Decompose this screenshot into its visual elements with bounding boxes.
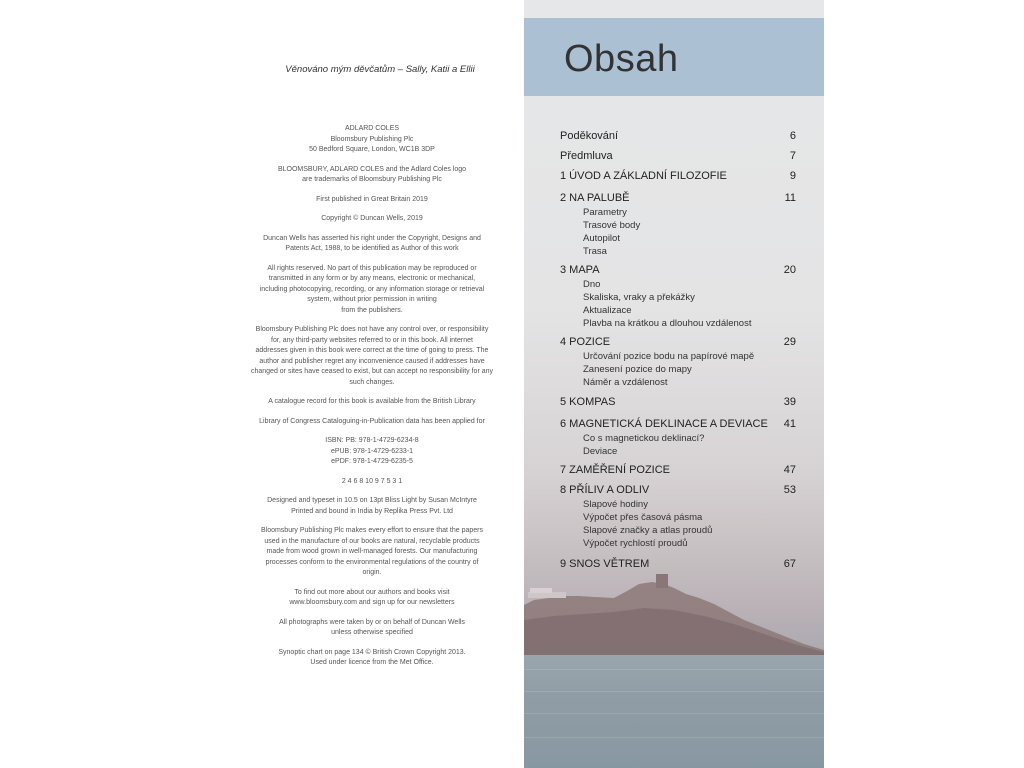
copyright-line: First published in Great Britain 2019 (316, 195, 428, 203)
toc-entry[interactable] (560, 170, 796, 182)
toc-entry-title: 2 NA PALUBĚ (560, 192, 630, 204)
toc-entry[interactable] (560, 484, 796, 496)
toc-subentry[interactable]: Slapové hodiny (583, 499, 648, 510)
copyright-line: for, any third-party websites referred to or in this book. All internet (271, 336, 473, 344)
copyright-line: system, without prior permission in writing (307, 296, 437, 303)
toc-entry[interactable] (560, 264, 796, 276)
toc-subentry[interactable]: Skaliska, vraky a překážky (583, 292, 695, 303)
sea-photo (524, 655, 824, 768)
copyright-line: All rights reserved. No part of this publication may be reproduced or (267, 264, 477, 272)
toc-entry[interactable] (560, 150, 796, 162)
toc-entry-page: 6 (789, 130, 796, 142)
copyright-line: Bloomsbury Publishing Plc does not have any control over, or responsibility (255, 326, 489, 333)
toc-subentry[interactable]: Plavba na krátkou a dlouhou vzdálenost (583, 318, 752, 329)
copyright-line: Bloomsbury Publishing Plc (330, 135, 414, 143)
copyright-line: Library of Congress Cataloguing-in-Publication data has been applied for (259, 417, 485, 425)
toc-subentry[interactable]: Co s magnetickou deklinací? (583, 433, 705, 444)
toc-subentry[interactable]: Zanesení pozice do mapy (583, 364, 692, 375)
toc-subentry[interactable]: Autopilot (583, 233, 620, 244)
copyright-line: author and publisher regret any inconvenience caused if addresses have (259, 357, 485, 365)
copyright-line: unless otherwise specified (331, 629, 413, 636)
right-page (524, 0, 824, 768)
copyright-line: ISBN: PB: 978-1-4729-6234-8 (325, 437, 419, 444)
toc-entry-title: 3 MAPA (560, 264, 600, 276)
toc-entry-page: 67 (783, 558, 796, 570)
copyright-line: A catalogue record for this book is available from the British Library (268, 398, 476, 405)
toc-entry-title: 7 ZAMĚŘENÍ POZICE (560, 464, 671, 476)
copyright-line: 2 4 6 8 10 9 7 5 3 1 (341, 477, 403, 485)
toc-entry[interactable] (560, 336, 796, 348)
toc-subentry[interactable]: Náměr a vzdálenost (583, 377, 668, 388)
copyright-line: Designed and typeset in 10.5 on 13pt Bliss Light by Susan McIntyre (267, 497, 477, 504)
toc-subentry[interactable]: Deviace (583, 446, 618, 457)
toc-subentry[interactable]: Dno (583, 279, 601, 290)
toc-entry[interactable] (560, 396, 796, 408)
toc-subentry[interactable]: Trasové body (583, 220, 641, 231)
copyright-line: processes conform to the environmental regulations of the country of (265, 558, 479, 566)
toc-entry-page: 11 (784, 192, 796, 204)
copyright-line: Used under licence from the Met Office. (310, 659, 434, 666)
toc-entry-page: 7 (789, 150, 796, 162)
toc-entry-page: 20 (783, 264, 796, 276)
copyright-line: 50 Bedford Square, London, WC1B 3DP (309, 146, 435, 153)
toc-subentry[interactable]: Určování pozice bodu na papírové mapě (583, 351, 755, 362)
copyright-line: from the publishers. (341, 306, 403, 314)
toc-entry-page: 47 (783, 464, 796, 476)
toc-entry-title: 4 POZICE (560, 336, 611, 348)
page-title: Obsah (564, 38, 679, 80)
copyright-line: ePDF: 978-1-4729-6235-5 (331, 458, 413, 465)
toc-entry[interactable] (560, 464, 796, 476)
copyright-line: made from wood grown in well-managed forests. Our manufacturing (266, 548, 478, 555)
copyright-line: Synoptic chart on page 134 © British Crown Copyright 2013. (278, 648, 466, 656)
toc-subentry[interactable]: Slapové značky a atlas proudů (583, 525, 713, 536)
copyright-line: such changes. (349, 378, 395, 386)
copyright-line: www.bloomsbury.com and sign up for our newsletters (289, 599, 455, 606)
copyright-block (236, 124, 508, 669)
copyright-line: changed or sites have ceased to exist, but can accept no responsibility for any (250, 368, 494, 375)
copyright-line: ADLARD COLES (344, 125, 400, 132)
copyright-line: To find out more about our authors and books visit (294, 588, 450, 596)
toc-subentry[interactable]: Parametry (583, 207, 627, 218)
toc-entry-title: 5 KOMPAS (560, 396, 616, 408)
toc-subentry[interactable]: Aktualizace (583, 305, 632, 316)
left-page (200, 0, 524, 768)
toc-entry[interactable] (560, 192, 796, 204)
toc-entry-page: 53 (783, 484, 796, 496)
copyright-line: Duncan Wells has asserted his right under the Copyright, Designs and (263, 234, 481, 242)
toc-entry-title: Předmluva (560, 150, 613, 162)
copyright-line: addresses given in this book were correct at the time of going to press. The (255, 347, 489, 354)
headland-photo (524, 560, 824, 670)
toc-entry-title: 9 SNOS VĚTREM (560, 558, 650, 570)
toc-entry-title: 1 ÚVOD A ZÁKLADNÍ FILOZOFIE (560, 170, 727, 182)
copyright-line: BLOOMSBURY, ADLARD COLES and the Adlard Coles logo (277, 165, 467, 173)
copyright-line: All photographs were taken by or on behalf of Duncan Wells (279, 618, 465, 626)
toc-entry-title: Poděkování (560, 130, 619, 142)
toc-entry-page: 29 (783, 336, 796, 348)
copyright-line: Patents Act, 1988, to be identified as Author of this work (285, 245, 459, 252)
copyright-line: Printed and bound in India by Replika Press Pvt. Ltd (291, 507, 453, 515)
copyright-line: origin. (362, 569, 382, 576)
toc-subentry[interactable]: Výpočet přes časová pásma (583, 512, 703, 523)
copyright-line: transmitted in any form or by any means, electronic or mechanical, (268, 275, 476, 282)
toc-entry-page: 9 (789, 170, 796, 182)
toc-entry-title: 6 MAGNETICKÁ DEKLINACE A DEVIACE (560, 418, 768, 430)
toc-entry-page: 41 (783, 418, 796, 430)
toc-entry[interactable] (560, 130, 796, 142)
toc-subentry[interactable]: Výpočet rychlostí proudů (583, 538, 688, 549)
toc-entry[interactable] (560, 418, 796, 430)
copyright-line: including photocopying, recording, or any information storage or retrieval (259, 285, 485, 293)
toc-entry-page: 39 (783, 396, 796, 408)
copyright-line: Copyright © Duncan Wells, 2019 (321, 215, 423, 222)
copyright-line: Bloomsbury Publishing Plc makes every effort to ensure that the papers (260, 527, 484, 534)
toc-subentry[interactable]: Trasa (583, 246, 607, 257)
copyright-line: ePUB: 978-1-4729-6233-1 (330, 447, 414, 455)
title-band (524, 18, 824, 96)
toc-entry-title: 8 PŘÍLIV A ODLIV (560, 484, 650, 496)
copyright-line: are trademarks of Bloomsbury Publishing Plc (302, 176, 442, 183)
dedication: Věnováno mým děvčatům – Sally, Katii a Ellii (285, 64, 475, 75)
copyright-line: used in the manufacture of our books are natural, recyclable products (264, 537, 480, 545)
